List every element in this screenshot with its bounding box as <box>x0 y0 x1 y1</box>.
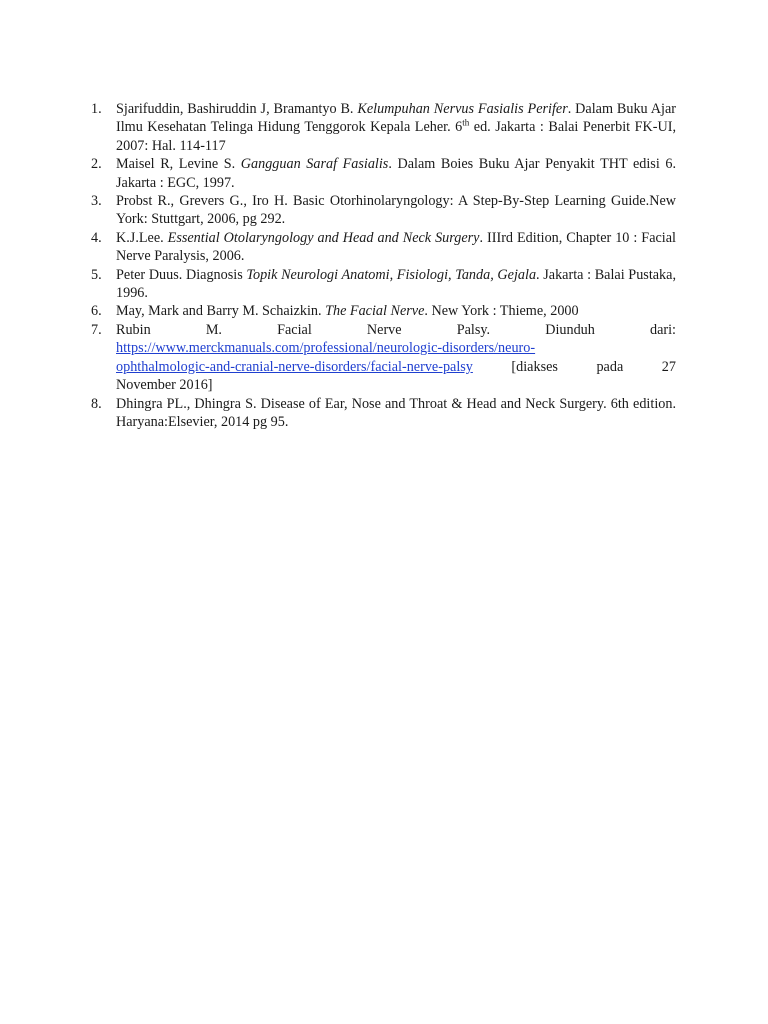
reference-access-date: November 2016] <box>116 377 213 394</box>
reference-authors: Sjarifuddin, Bashiruddin J, Bramantyo B. <box>116 101 358 117</box>
reference-number: 1. <box>91 101 102 117</box>
reference-source: . Dalam Buku Ajar Ilmu Kesehatan Telinga Hidung Tenggorok Kepala Leher. 6 <box>116 101 676 136</box>
reference-number: 3. <box>91 193 102 210</box>
reference-word: [diakses <box>511 358 558 375</box>
reference-item-5 <box>91 266 676 303</box>
reference-number: 7. <box>91 321 102 338</box>
reference-text <box>116 321 676 395</box>
reference-item-4 <box>91 229 676 266</box>
reference-text <box>116 156 676 190</box>
reference-text <box>116 101 676 154</box>
reference-item-6 <box>91 302 676 320</box>
reference-title: Topik Neurologi Anatomi, Fisiologi, Tanda, Gejala <box>246 266 537 283</box>
reference-word: 27 <box>661 358 676 375</box>
reference-word: dari: <box>649 321 676 338</box>
reference-item-3 <box>91 192 676 229</box>
reference-publisher: . IIIrd Edition, Chapter 10 : Facial Nerve Paralysis, 2006. <box>116 229 676 265</box>
reference-word: pada <box>596 358 624 375</box>
reference-title: The Facial Nerve <box>325 303 425 320</box>
reference-text: Dhingra PL., Dhingra S. Disease of Ear, Nose and Throat & Head and Neck Surgery. 6th edition. Haryana:Elsevier, 2014 pg 95. <box>116 395 676 430</box>
reference-authors: K.J.Lee. <box>116 229 168 246</box>
reference-publisher: . New York : Thieme, 2000 <box>424 303 579 320</box>
reference-item-7 <box>91 321 676 395</box>
reference-text <box>116 303 579 319</box>
reference-authors: Maisel R, Levine S. <box>116 156 241 173</box>
reference-word: Palsy. <box>456 321 491 338</box>
reference-word: Nerve <box>366 321 402 338</box>
reference-title: Gangguan Saraf Fasialis <box>240 156 389 173</box>
reference-url-link-continued[interactable]: ophthalmologic-and-cranial-nerve-disorders/facial-nerve-palsy <box>116 358 473 375</box>
edition-superscript: th <box>462 117 470 128</box>
reference-word: Diunduh <box>545 321 595 338</box>
reference-word: Facial <box>277 321 312 338</box>
reference-word: Rubin <box>116 321 151 338</box>
reference-text <box>116 230 676 264</box>
reference-title: Kelumpuhan Nervus Fasialis Perifer <box>357 101 568 117</box>
reference-publisher: . Dalam Boies Buku Ajar Penyakit THT edisi 6. Jakarta : EGC, 1997. <box>116 156 676 191</box>
reference-item-8 <box>91 395 676 432</box>
reference-url-row <box>116 358 676 376</box>
reference-publisher: . Jakarta : Balai Pustaka, 1996. <box>116 266 676 302</box>
reference-text: Probst R., Grevers G., Iro H. Basic Otorhinolaryngology: A Step-By-Step Learning Guide.New York: Stuttgart, 2006, pg 292. <box>116 193 676 228</box>
reference-item-2 <box>91 155 676 192</box>
reference-number: 6. <box>91 303 102 320</box>
reference-title: Essential Otolaryngology and Head and Neck Surgery <box>167 229 480 246</box>
reference-word: M. <box>205 321 222 338</box>
reference-line-spread <box>116 321 676 339</box>
reference-number: 2. <box>91 156 102 173</box>
reference-url-link[interactable]: https://www.merckmanuals.com/professional/neurologic-disorders/neuro- <box>116 340 536 357</box>
reference-number: 4. <box>91 229 102 246</box>
reference-publisher: ed. Jakarta : Balai Penerbit FK-UI, 2007: Hal. 114-117 <box>116 119 677 154</box>
reference-authors: Peter Duus. Diagnosis <box>116 266 247 283</box>
reference-number: 8. <box>91 395 102 412</box>
reference-list <box>91 100 676 431</box>
reference-item-1 <box>91 100 676 155</box>
reference-text <box>116 267 676 301</box>
reference-number: 5. <box>91 266 102 283</box>
reference-authors: May, Mark and Barry M. Schaizkin. <box>116 303 326 320</box>
